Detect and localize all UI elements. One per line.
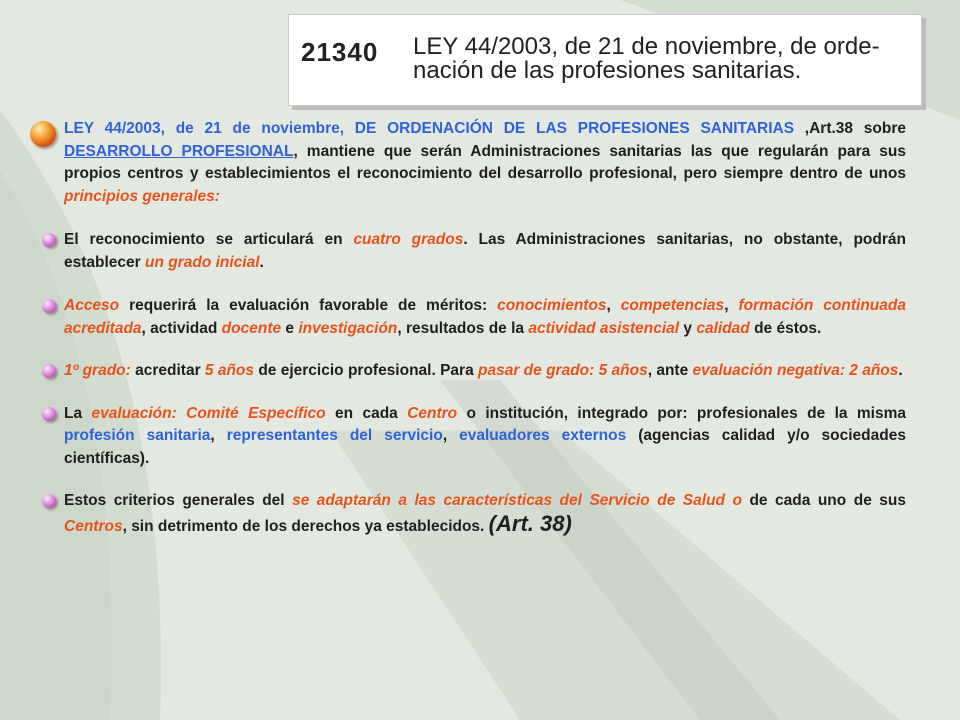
bullet-icon xyxy=(42,364,56,378)
bullet-icon xyxy=(30,121,56,147)
paragraph-primer-grado: 1º grado: acreditar 5 años de ejercicio profesional. Para pasar de grado: 5 años, ante evaluación negativa: 2 años. xyxy=(64,360,906,383)
paragraph-criterios: Estos criterios generales del se adaptarán a las características del Servicio de Salud o de cada uno de sus Centros, sin detrimento de los derechos ya establecidos. (Art. 38) xyxy=(64,490,906,538)
paragraph-law-intro: LEY 44/2003, de 21 de noviembre, DE ORDENACIÓN DE LAS PROFESIONES SANITARIAS ,Art.38 sobre DESARROLLO PROFESIONAL, mantiene que serán Administraciones sanitarias las que regularán para sus propios centros y establecimientos el reconocimiento del desarrollo profesional, pero siempre dentro de unos principios generales: xyxy=(64,118,906,208)
bullet-icon xyxy=(42,299,56,313)
header-number: 21340 xyxy=(301,37,379,67)
content-body xyxy=(64,118,906,538)
paragraph-evaluacion: La evaluación: Comité Específico en cada Centro o institución, integrado por: profesionales de la misma profesión sanitaria, representantes del servicio, evaluadores externos (agencias calidad y/o sociedades científicas). xyxy=(64,403,906,471)
law-title: LEY 44/2003, de 21 de noviembre, DE ORDENACIÓN DE LAS PROFESIONES SANITARIAS xyxy=(64,120,795,137)
paragraph-acceso: Acceso requerirá la evaluación favorable de méritos: conocimientos, competencias, formación continuada acreditada, actividad docente e investigación, resultados de la actividad asistencial y calidad de éstos. xyxy=(64,295,906,340)
paragraph-grados: El reconocimiento se articulará en cuatro grados. Las Administraciones sanitarias, no obstante, podrán establecer un grado inicial. xyxy=(64,229,906,274)
bullet-icon xyxy=(42,494,56,508)
bullet-icon xyxy=(42,407,56,421)
desarrollo-profesional-link[interactable]: DESARROLLO PROFESIONAL xyxy=(64,142,294,160)
header-title: LEY 44/2003, de 21 de noviembre, de orde- nación de las profesiones sanitarias. xyxy=(413,33,880,84)
header-box xyxy=(288,14,922,106)
article-reference: (Art. 38) xyxy=(488,510,572,536)
bullet-icon xyxy=(42,233,56,247)
